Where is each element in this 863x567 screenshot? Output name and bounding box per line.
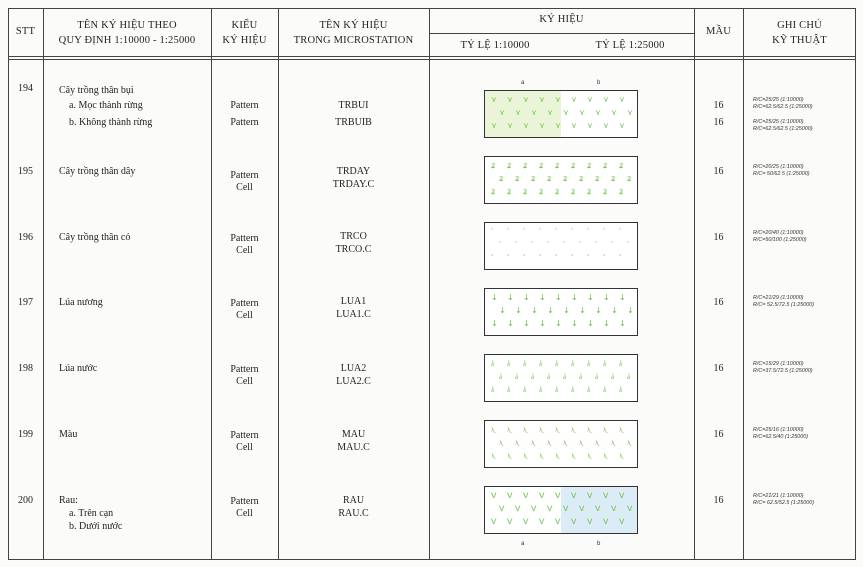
row-195-ms-b: TRDAY.C: [332, 179, 375, 190]
pattern-glyph: ⋎: [515, 108, 521, 117]
symbol-swatch: [484, 420, 638, 468]
header-ten-line2: QUY ĐỊNH 1:10000 - 1:25000: [58, 35, 196, 46]
pattern-glyph: ˈ: [491, 253, 494, 262]
pattern-glyph: ˈ: [523, 253, 526, 262]
row-198-note2: R/C=37.5/72.5 (1:25000): [753, 368, 813, 374]
pattern-glyph: ⋎: [611, 108, 617, 117]
pattern-glyph: ᐯ: [523, 491, 529, 500]
pattern-glyph: ᐯ: [539, 491, 545, 500]
pattern-glyph: ⋎: [547, 108, 553, 117]
row-196-note1: R/C=20/40 (1:10000): [753, 230, 804, 236]
row-198-mau: 16: [713, 363, 724, 374]
pattern-glyph: ʑ: [571, 187, 576, 196]
pattern-glyph: ᐯ: [571, 491, 577, 500]
row-196-stt: 196: [18, 232, 33, 243]
row-198-ms-a: LUA2: [340, 363, 367, 374]
pattern-glyph: ↓: [579, 306, 586, 315]
pattern-glyph: ⫰: [587, 359, 591, 368]
pattern-glyph: ⋎: [539, 121, 545, 130]
pattern-glyph: ᐯ: [603, 517, 609, 526]
pattern-glyph: ↓: [603, 319, 610, 328]
pattern-glyph: ᐯ: [499, 504, 505, 513]
pattern-glyph: ⫰: [571, 385, 575, 394]
pattern-glyph: ↓: [491, 319, 498, 328]
pattern-glyph: ʑ: [555, 187, 560, 196]
pattern-glyph: ʑ: [539, 161, 544, 170]
pattern-glyph: ↓: [619, 319, 626, 328]
pattern-glyph: ⲗ: [531, 438, 535, 447]
pattern-glyph: ⋎: [627, 108, 633, 117]
pattern-glyph: ⋎: [587, 95, 593, 104]
pattern-glyph: ᐯ: [555, 491, 561, 500]
pattern-glyph: ᐯ: [555, 517, 561, 526]
pattern-glyph: ⫰: [611, 372, 615, 381]
header-ghichu-line1: GHI CHÚ: [777, 20, 822, 31]
pattern-glyph: ↓: [523, 319, 530, 328]
pattern-glyph: ˈ: [619, 253, 622, 262]
row-194-note-a2: R/C=62.5/62.5 (1:25000): [753, 104, 813, 110]
row-194-name: Cây trồng thân bụi: [59, 85, 134, 96]
pattern-glyph: ˈ: [563, 240, 566, 249]
pattern-glyph: ⲗ: [555, 451, 559, 460]
pattern-glyph: ⲗ: [491, 425, 495, 434]
pattern-glyph: ᐯ: [539, 517, 545, 526]
row-198-stt: 198: [18, 363, 33, 374]
pattern-glyph: ʑ: [515, 174, 520, 183]
pattern-glyph: ʑ: [523, 161, 528, 170]
pattern-glyph: ᐯ: [547, 504, 553, 513]
pattern-glyph: ↓: [563, 306, 570, 315]
pattern-glyph: ⋎: [595, 108, 601, 117]
pattern-glyph: ⫰: [547, 372, 551, 381]
pattern-glyph: ˈ: [507, 227, 510, 236]
pattern-glyph: ⫰: [579, 372, 583, 381]
pattern-glyph: ⲗ: [571, 451, 575, 460]
symbol-swatch: [484, 486, 638, 534]
pattern-glyph: ⲗ: [563, 438, 567, 447]
pattern-glyph: ᐯ: [587, 517, 593, 526]
row-197-name: Lúa nương: [59, 297, 103, 308]
pattern-glyph: ˈ: [571, 227, 574, 236]
pattern-glyph: ⲗ: [611, 438, 615, 447]
row-199-kieu-a: Pattern: [230, 430, 259, 441]
header-bottom-rule-double: [8, 59, 856, 60]
row-197-mau: 16: [713, 297, 724, 308]
pattern-glyph: ⲗ: [491, 451, 495, 460]
row-196-ms-b: TRCO.C: [335, 244, 372, 255]
pattern-glyph: ⋎: [539, 95, 545, 104]
pattern-glyph: ᐯ: [531, 504, 537, 513]
pattern-glyph: ⲗ: [507, 425, 511, 434]
pattern-glyph: ˈ: [611, 240, 614, 249]
row-199-ms-a: MAU: [341, 429, 366, 440]
row-194-ms-a: TRBUI: [338, 100, 369, 111]
header-bottom-rule: [8, 56, 856, 57]
symbol-swatch: [484, 156, 638, 204]
row-200-label-b: b: [597, 541, 601, 547]
pattern-glyph: ˈ: [507, 253, 510, 262]
pattern-glyph: ↓: [603, 293, 610, 302]
pattern-glyph: ↓: [547, 306, 554, 315]
col-divider-5: [694, 8, 695, 560]
pattern-glyph: ˈ: [539, 227, 542, 236]
row-196-ms-a: TRCO: [340, 231, 367, 242]
row-198-kieu-a: Pattern: [230, 364, 259, 375]
row-194-mau-b: 16: [713, 117, 724, 128]
pattern-glyph: ⋎: [523, 95, 529, 104]
pattern-glyph: ʑ: [507, 161, 512, 170]
col-divider-3: [278, 8, 279, 560]
pattern-glyph: ˈ: [523, 227, 526, 236]
pattern-glyph: ⫰: [563, 372, 567, 381]
pattern-glyph: ⫰: [619, 359, 623, 368]
pattern-glyph: ↓: [595, 306, 602, 315]
pattern-glyph: ⫰: [555, 385, 559, 394]
pattern-glyph: ⋎: [587, 121, 593, 130]
row-194-sub-b: b. Không thành rừng: [69, 117, 153, 128]
header-scale-10000: TỶ LỆ 1:10000: [460, 40, 530, 51]
header-ten-line1: TÊN KÝ HIỆU THEO: [77, 20, 177, 31]
pattern-glyph: ↓: [515, 306, 522, 315]
pattern-glyph: ˈ: [571, 253, 574, 262]
row-194-kieu-b: Pattern: [230, 117, 259, 128]
pattern-glyph: ˈ: [595, 240, 598, 249]
pattern-glyph: ⲗ: [555, 425, 559, 434]
row-199-note2: R/C=62.5/40 (1:25000): [753, 434, 808, 440]
row-196-note2: R/C=50/100 (1:25000): [753, 237, 807, 243]
pattern-glyph: ⫰: [555, 359, 559, 368]
pattern-glyph: ⲗ: [603, 451, 607, 460]
pattern-glyph: ⋎: [603, 121, 609, 130]
pattern-glyph: ⫰: [539, 359, 543, 368]
col-divider-6: [743, 8, 744, 560]
symbol-swatch: [484, 90, 638, 138]
row-199-name: Màu: [59, 429, 78, 440]
row-196-kieu-b: Cell: [236, 245, 253, 256]
pattern-glyph: ⋎: [507, 121, 513, 130]
pattern-glyph: ʑ: [619, 187, 624, 196]
pattern-glyph: ↓: [627, 306, 634, 315]
pattern-glyph: ⲗ: [619, 425, 623, 434]
pattern-glyph: ⫰: [523, 385, 527, 394]
row-199-kieu-b: Cell: [236, 442, 253, 453]
row-197-note2: R/C= 52.5/72.5 (1:25000): [753, 302, 814, 308]
row-195-note2: R/C= 50/62.5 (1:25000): [753, 171, 810, 177]
pattern-glyph: ⫰: [499, 372, 503, 381]
pattern-glyph: ʑ: [611, 174, 616, 183]
pattern-glyph: ⋎: [603, 95, 609, 104]
row-194-stt: 194: [18, 83, 33, 94]
col-divider-4: [429, 8, 430, 560]
pattern-glyph: ˈ: [619, 227, 622, 236]
pattern-glyph: ↓: [499, 306, 506, 315]
row-200-note1: R/C=21/21 (1:10000): [753, 493, 804, 499]
row-195-ms-a: TRDAY: [336, 166, 371, 177]
pattern-glyph: ˈ: [587, 227, 590, 236]
row-197-kieu-a: Pattern: [230, 298, 259, 309]
pattern-glyph: ⫰: [627, 372, 631, 381]
row-200-ms-b: RAU.C: [338, 508, 369, 519]
col-divider-2: [211, 8, 212, 560]
pattern-glyph: ʑ: [595, 174, 600, 183]
pattern-glyph: ↓: [619, 293, 626, 302]
pattern-glyph: ⫰: [571, 359, 575, 368]
pattern-glyph: ⲗ: [523, 425, 527, 434]
pattern-glyph: ⲗ: [587, 425, 591, 434]
pattern-glyph: ʑ: [547, 174, 552, 183]
pattern-glyph: ᐯ: [603, 491, 609, 500]
row-198-ms-b: LUA2.C: [336, 376, 371, 387]
pattern-glyph: ⲗ: [579, 438, 583, 447]
pattern-glyph: ⫰: [507, 359, 511, 368]
pattern-glyph: ⋎: [563, 108, 569, 117]
pattern-glyph: ʑ: [587, 187, 592, 196]
pattern-glyph: ˈ: [603, 253, 606, 262]
row-200-label-a: a: [521, 541, 525, 547]
pattern-glyph: ˈ: [603, 227, 606, 236]
row-194-note-b1: R/C=25/25 (1:10000): [753, 119, 804, 125]
pattern-glyph: ↓: [611, 306, 618, 315]
pattern-glyph: ⋎: [531, 108, 537, 117]
row-197-note1: R/C=21/29 (1:10000): [753, 295, 804, 301]
pattern-glyph: ⋎: [571, 95, 577, 104]
pattern-glyph: ⲗ: [571, 425, 575, 434]
pattern-glyph: ᐯ: [491, 491, 497, 500]
pattern-glyph: ↓: [555, 319, 562, 328]
pattern-glyph: ↓: [491, 293, 498, 302]
pattern-glyph: ↓: [531, 306, 538, 315]
pattern-glyph: ⲗ: [587, 451, 591, 460]
row-195-name: Cây trồng thân dây: [59, 166, 136, 177]
pattern-glyph: ⲗ: [627, 438, 631, 447]
row-194-note-b2: R/C=62.5/62.5 (1:25000): [753, 126, 813, 132]
header-scale-25000: TỶ LỆ 1:25000: [595, 40, 665, 51]
pattern-glyph: ↓: [555, 293, 562, 302]
pattern-glyph: ⫰: [619, 385, 623, 394]
row-195-stt: 195: [18, 166, 33, 177]
pattern-glyph: ᐯ: [507, 491, 513, 500]
header-ms-line2: TRONG MICROSTATION: [293, 35, 414, 46]
pattern-glyph: ⲗ: [507, 451, 511, 460]
pattern-glyph: ᐯ: [619, 491, 625, 500]
row-196-kieu-a: Pattern: [230, 233, 259, 244]
pattern-glyph: ᐯ: [595, 504, 601, 513]
row-200-sub-a: a. Trên cạn: [69, 508, 114, 519]
pattern-glyph: ˈ: [499, 240, 502, 249]
row-195-mau: 16: [713, 166, 724, 177]
pattern-glyph: ↓: [571, 293, 578, 302]
pattern-glyph: ʑ: [579, 174, 584, 183]
row-199-note1: R/C=25/16 (1:10000): [753, 427, 804, 433]
pattern-glyph: ˈ: [555, 253, 558, 262]
pattern-glyph: ⋎: [619, 121, 625, 130]
pattern-glyph: ˈ: [555, 227, 558, 236]
row-194-sub-a: a. Mọc thành rừng: [69, 100, 143, 111]
row-198-note1: R/C=15/29 (1:10000): [753, 361, 804, 367]
row-199-ms-b: MAU.C: [337, 442, 370, 453]
pattern-glyph: ↓: [539, 293, 546, 302]
pattern-glyph: ⫰: [603, 385, 607, 394]
pattern-glyph: ⫰: [587, 385, 591, 394]
row-196-name: Cây trồng thân cỏ: [59, 232, 131, 243]
pattern-glyph: ʑ: [619, 161, 624, 170]
pattern-glyph: ⫰: [531, 372, 535, 381]
pattern-glyph: ⲗ: [523, 451, 527, 460]
pattern-glyph: ⋎: [555, 95, 561, 104]
header-kyhieu: KÝ HIỆU: [539, 14, 584, 25]
row-194-mau-a: 16: [713, 100, 724, 111]
pattern-glyph: ↓: [587, 293, 594, 302]
pattern-glyph: ⋎: [507, 95, 513, 104]
pattern-glyph: ʑ: [627, 174, 632, 183]
row-194-kieu-a: Pattern: [230, 100, 259, 111]
table-frame: [8, 8, 856, 560]
pattern-glyph: ʑ: [539, 187, 544, 196]
pattern-glyph: ↓: [571, 319, 578, 328]
pattern-glyph: ˈ: [627, 240, 630, 249]
pattern-glyph: ᐯ: [579, 504, 585, 513]
row-194-note-a1: R/C=25/25 (1:10000): [753, 97, 804, 103]
pattern-glyph: ⫰: [491, 359, 495, 368]
pattern-glyph: ᐯ: [515, 504, 521, 513]
row-198-name: Lúa nước: [59, 363, 98, 374]
pattern-glyph: ⲗ: [603, 425, 607, 434]
pattern-glyph: ᐯ: [563, 504, 569, 513]
pattern-glyph: ⋎: [555, 121, 561, 130]
pattern-glyph: ᐯ: [627, 504, 633, 513]
pattern-glyph: ↓: [507, 293, 514, 302]
pattern-glyph: ⋎: [571, 121, 577, 130]
pattern-glyph: ʑ: [507, 187, 512, 196]
row-197-stt: 197: [18, 297, 33, 308]
symbol-swatch: [484, 288, 638, 336]
pattern-glyph: ʑ: [571, 161, 576, 170]
pattern-glyph: ⫰: [595, 372, 599, 381]
row-197-ms-b: LUA1.C: [336, 309, 371, 320]
pattern-glyph: ⲗ: [619, 451, 623, 460]
pattern-glyph: ˈ: [547, 240, 550, 249]
row-194-label-a: a: [521, 80, 525, 86]
pattern-glyph: ʑ: [603, 161, 608, 170]
pattern-glyph: ⋎: [491, 121, 497, 130]
row-194-label-b: b: [597, 80, 601, 86]
row-195-kieu-a: Pattern: [230, 170, 259, 181]
pattern-glyph: ⲗ: [539, 425, 543, 434]
pattern-glyph: ᐯ: [491, 517, 497, 526]
pattern-glyph: ˈ: [579, 240, 582, 249]
col-divider-1: [43, 8, 44, 560]
pattern-glyph: ʑ: [523, 187, 528, 196]
pattern-glyph: ˈ: [531, 240, 534, 249]
kyhieu-header-divider: [429, 33, 694, 34]
header-ms-line1: TÊN KÝ HIỆU: [319, 20, 388, 31]
pattern-glyph: ↓: [507, 319, 514, 328]
header-ghichu-line2: KỸ THUẬT: [772, 35, 827, 46]
pattern-glyph: ᐯ: [571, 517, 577, 526]
row-200-kieu-a: Pattern: [230, 496, 259, 507]
pattern-glyph: ⋎: [579, 108, 585, 117]
row-200-kieu-b: Cell: [236, 508, 253, 519]
pattern-glyph: ⫰: [603, 359, 607, 368]
pattern-glyph: ᐯ: [619, 517, 625, 526]
symbol-swatch: [484, 222, 638, 270]
pattern-glyph: ʑ: [563, 174, 568, 183]
header-kieu-line1: KIỂU: [231, 20, 258, 31]
row-200-note2: R/C= 62.5/52.5 (1:25000): [753, 500, 814, 506]
row-195-note1: R/C=20/25 (1:10000): [753, 164, 804, 170]
pattern-glyph: ᐯ: [507, 517, 513, 526]
pattern-glyph: ⋎: [619, 95, 625, 104]
pattern-glyph: ⲗ: [547, 438, 551, 447]
pattern-glyph: ⋎: [499, 108, 505, 117]
pattern-glyph: ⲗ: [595, 438, 599, 447]
pattern-glyph: ˈ: [587, 253, 590, 262]
pattern-glyph: ˈ: [539, 253, 542, 262]
pattern-glyph: ↓: [587, 319, 594, 328]
row-200-ms-a: RAU: [342, 495, 365, 506]
pattern-glyph: ˈ: [515, 240, 518, 249]
pattern-glyph: ⫰: [523, 359, 527, 368]
row-200-name: Rau:: [59, 495, 78, 506]
row-200-stt: 200: [18, 495, 33, 506]
header-stt: STT: [15, 26, 36, 37]
pattern-glyph: ʑ: [555, 161, 560, 170]
pattern-glyph: ⲗ: [539, 451, 543, 460]
pattern-glyph: ⲗ: [499, 438, 503, 447]
header-mau: MẦU: [705, 26, 732, 37]
pattern-glyph: ⫰: [491, 385, 495, 394]
row-199-stt: 199: [18, 429, 33, 440]
symbol-swatch: [484, 354, 638, 402]
pattern-glyph: ⫰: [507, 385, 511, 394]
header-kieu-line2: KÝ HIỆU: [222, 35, 267, 46]
row-197-kieu-b: Cell: [236, 310, 253, 321]
pattern-glyph: ᐯ: [523, 517, 529, 526]
row-197-ms-a: LUA1: [340, 296, 367, 307]
row-199-mau: 16: [713, 429, 724, 440]
row-196-mau: 16: [713, 232, 724, 243]
row-194-ms-b: TRBUIB: [335, 117, 372, 128]
pattern-glyph: ˈ: [491, 227, 494, 236]
pattern-glyph: ʑ: [531, 174, 536, 183]
row-198-kieu-b: Cell: [236, 376, 253, 387]
pattern-glyph: ʑ: [587, 161, 592, 170]
row-195-kieu-b: Cell: [236, 182, 253, 193]
pattern-glyph: ⋎: [491, 95, 497, 104]
pattern-glyph: ⲗ: [515, 438, 519, 447]
pattern-glyph: ʑ: [491, 161, 496, 170]
pattern-glyph: ⫰: [515, 372, 519, 381]
pattern-glyph: ᐯ: [587, 491, 593, 500]
pattern-glyph: ʑ: [603, 187, 608, 196]
pattern-glyph: ᐯ: [611, 504, 617, 513]
pattern-glyph: ↓: [539, 319, 546, 328]
pattern-glyph: ⫰: [539, 385, 543, 394]
row-200-sub-b: b. Dưới nước: [69, 521, 123, 532]
row-200-mau: 16: [713, 495, 724, 506]
pattern-glyph: ↓: [523, 293, 530, 302]
pattern-glyph: ʑ: [499, 174, 504, 183]
pattern-glyph: ⋎: [523, 121, 529, 130]
pattern-glyph: ʑ: [491, 187, 496, 196]
